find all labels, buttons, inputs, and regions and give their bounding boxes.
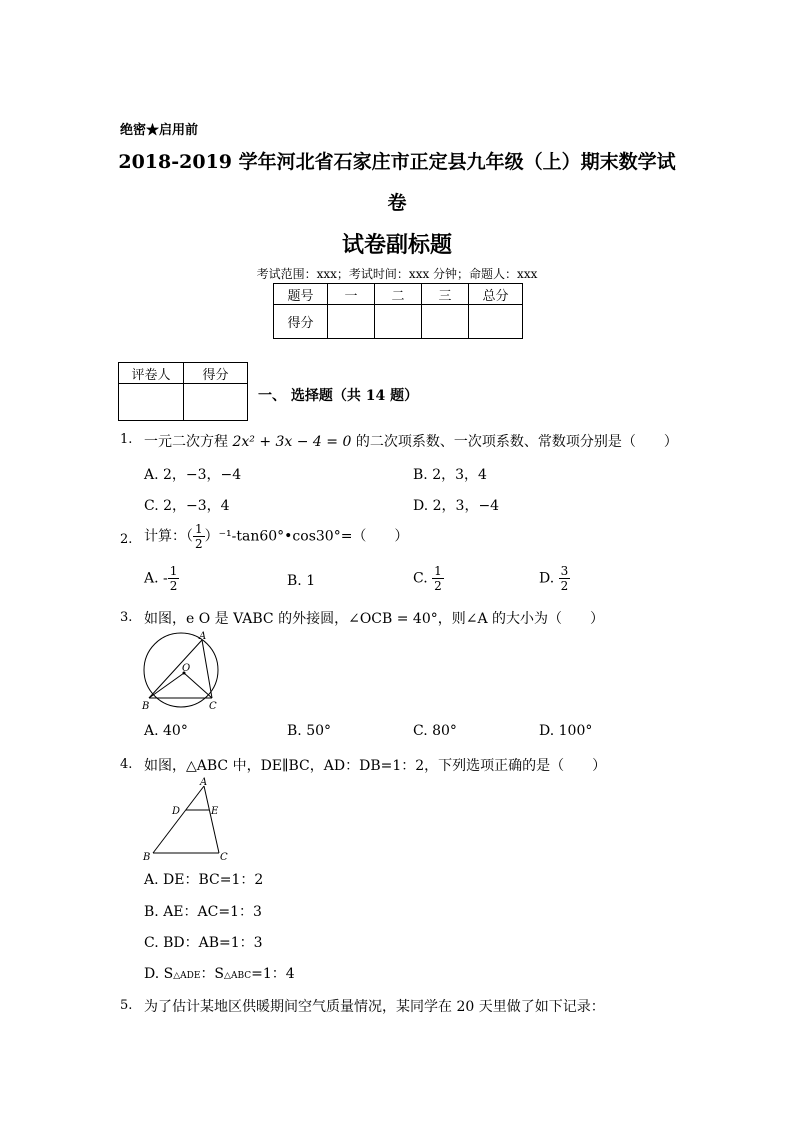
option-d[interactable]: D. 100° bbox=[539, 723, 593, 739]
exam-title-continued: 卷 bbox=[387, 192, 407, 214]
question-number: 3. bbox=[120, 610, 133, 625]
question-2-text: 计算：（ $\frac{1}{2}$ ）⁻¹-tan60°•cos30°=（ ） bbox=[144, 522, 409, 551]
score-table-row-label: 得分 bbox=[274, 305, 328, 339]
grader-cell bbox=[119, 384, 184, 421]
question-number: 2. bbox=[120, 532, 133, 547]
question-5-text: 为了估计某地区供暖期间空气质量情况，某同学在 20 天里做了如下记录： bbox=[144, 999, 605, 1015]
option-a[interactable]: A. 2，−3，−4 bbox=[144, 467, 242, 483]
label-d: D bbox=[172, 806, 181, 817]
option-d[interactable]: D. S△ADE：S△ABC=1：4 bbox=[144, 966, 295, 982]
secret-mark: 绝密★启用前 bbox=[120, 123, 199, 138]
option-c[interactable]: C. 2，−3，4 bbox=[144, 498, 230, 514]
option-a[interactable]: A. 40° bbox=[144, 723, 188, 739]
question-4-text: 如图，△ABC 中，DE∥BC，AD：DB=1：2，下列选项正确的是（ ） bbox=[144, 758, 607, 774]
label-a: A bbox=[199, 631, 207, 642]
score-table-header: 题号 bbox=[274, 284, 328, 305]
question-3-text: 如图，e O 是 VABC 的外接圆，∠OCB = 40°，则∠A 的大小为（ ） bbox=[144, 611, 605, 627]
score-table-header: 二 bbox=[375, 284, 422, 305]
label-e: E bbox=[211, 806, 219, 817]
label-c: C bbox=[220, 852, 228, 863]
label-a: A bbox=[200, 777, 208, 788]
option-b[interactable]: B. 2，3，4 bbox=[413, 467, 487, 483]
exam-subtitle: 试卷副标题 bbox=[341, 232, 452, 258]
question-number: 4. bbox=[120, 757, 133, 772]
option-c[interactable]: C. $\frac{1}{2}$ bbox=[413, 564, 442, 593]
exam-info: 考试范围：xxx；考试时间：xxx 分钟；命题人：xxx bbox=[256, 267, 538, 281]
score-cell bbox=[375, 305, 422, 339]
option-d[interactable]: D. 2，3，−4 bbox=[413, 498, 500, 514]
option-d[interactable]: D. $\frac{3}{2}$ bbox=[539, 564, 569, 593]
option-a[interactable]: A. DE：BC=1：2 bbox=[144, 872, 264, 888]
option-c[interactable]: C. BD：AB=1：3 bbox=[144, 935, 263, 951]
triangle-figure bbox=[140, 776, 236, 866]
question-1-text: 一元二次方程 2x² + 3x − 4 = 0 的二次项系数、一次项系数、常数项分别是（ ） bbox=[144, 434, 678, 450]
option-b[interactable]: B. 1 bbox=[287, 573, 316, 589]
label-c: C bbox=[209, 701, 217, 712]
label-o: O bbox=[182, 663, 191, 674]
grader-table bbox=[118, 362, 248, 421]
section-title: 一、 选择题（共 14 题） bbox=[258, 388, 419, 404]
grader-cell bbox=[184, 384, 248, 421]
label-b: B bbox=[143, 852, 151, 863]
question-number: 5. bbox=[120, 998, 133, 1013]
option-b[interactable]: B. AE：AC=1：3 bbox=[144, 904, 262, 920]
question-number: 1. bbox=[120, 432, 133, 447]
grader-table-header: 评卷人 bbox=[119, 363, 184, 384]
score-cell bbox=[328, 305, 375, 339]
option-c[interactable]: C. 80° bbox=[413, 723, 457, 739]
score-cell bbox=[422, 305, 469, 339]
score-table-header: 总分 bbox=[469, 284, 523, 305]
fraction: $\frac{1}{2}$ bbox=[195, 522, 203, 551]
score-table bbox=[273, 283, 523, 339]
option-a[interactable]: A. - $\frac{1}{2}$ bbox=[144, 564, 178, 593]
exam-title: 2018-2019 学年河北省石家庄市正定县九年级（上）期末数学试 bbox=[118, 151, 676, 173]
grader-table-header: 得分 bbox=[184, 363, 248, 384]
score-table-header: 一 bbox=[328, 284, 375, 305]
label-b: B bbox=[142, 701, 150, 712]
score-table-header: 三 bbox=[422, 284, 469, 305]
circumcircle-figure bbox=[138, 630, 228, 714]
option-b[interactable]: B. 50° bbox=[287, 723, 332, 739]
score-cell bbox=[469, 305, 523, 339]
